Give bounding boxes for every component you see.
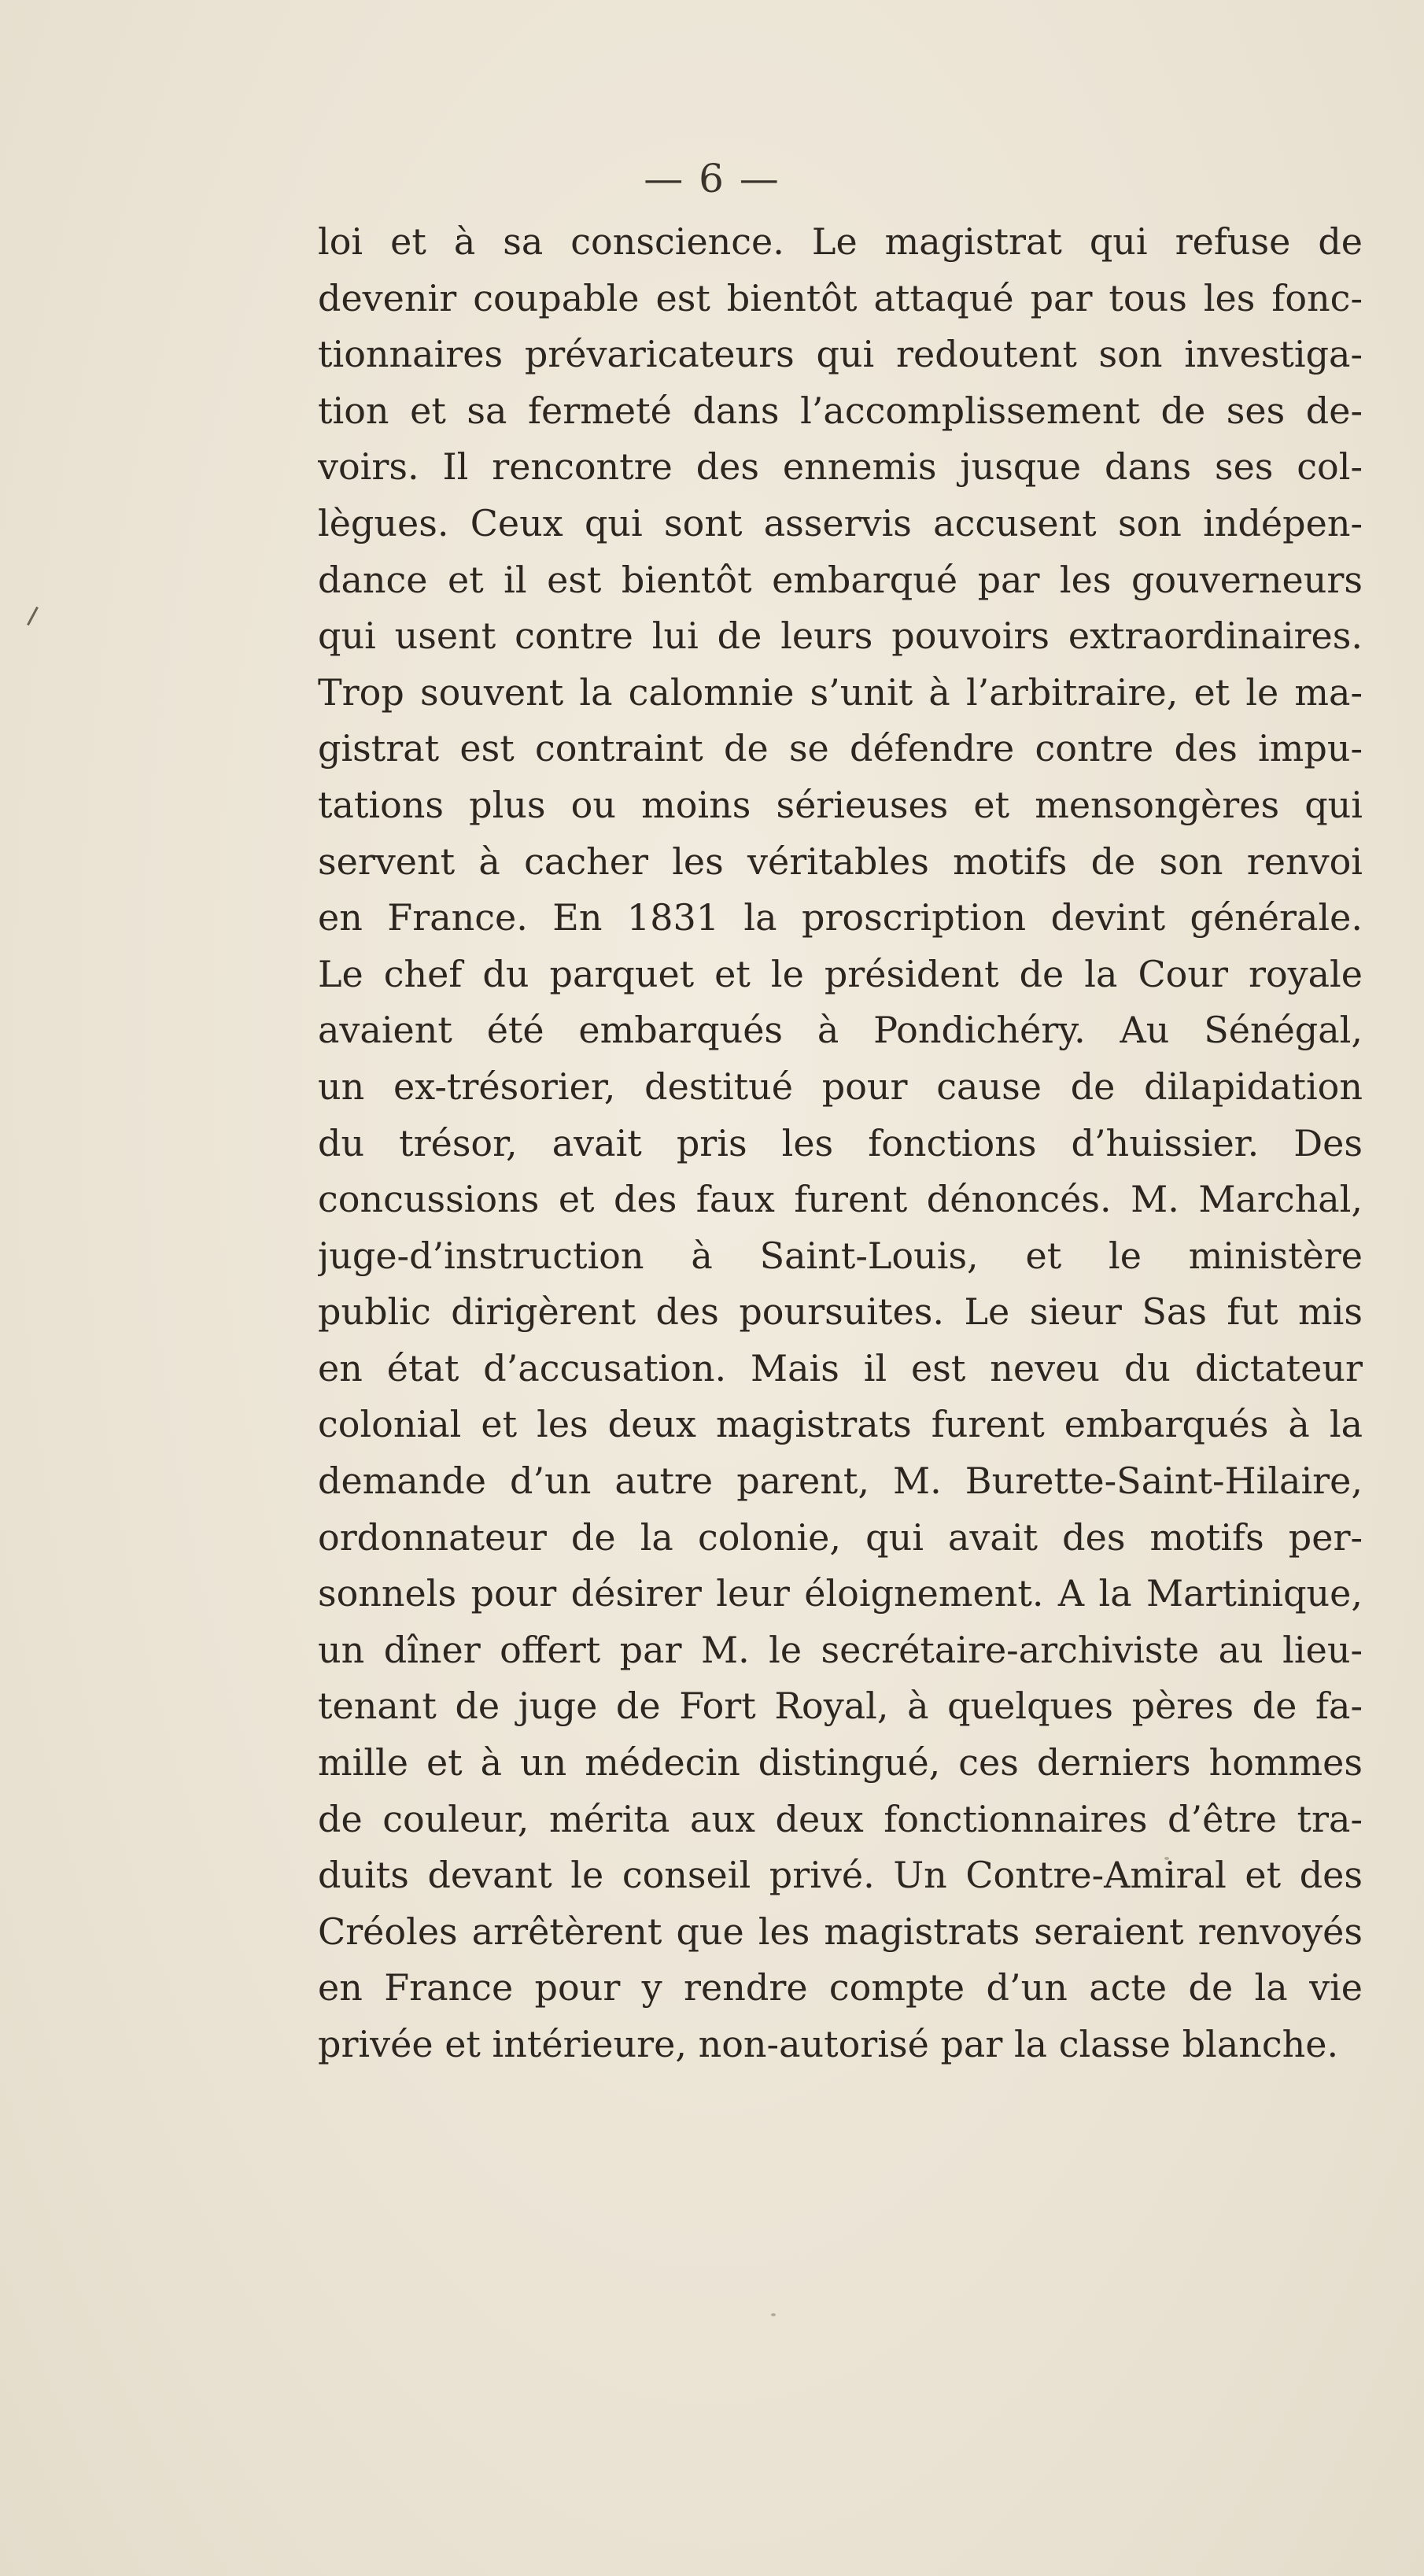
text-line: tenant de juge de Fort Royal, à quelques pères de fa- (318, 1685, 1363, 1728)
text-line: voirs. Il rencontre des ennemis jusque dans ses col- (318, 445, 1363, 489)
text-line: Créoles arrêtèrent que les magistrats seraient renvoyés (318, 1910, 1363, 1953)
text-line: de couleur, mérita aux deux fonctionnaires d’être tra- (318, 1797, 1363, 1840)
text-line: en France pour y rendre compte d’un acte de la vie (318, 1966, 1363, 2010)
text-line: tion et sa fermeté dans l’accomplissement de ses de- (318, 389, 1363, 432)
page-number: — 6 — (644, 156, 780, 201)
text-line: qui usent contre lui de leurs pouvoirs extraordinaires. (318, 614, 1363, 658)
text-line: en état d’accusation. Mais il est neveu du dictateur (318, 1346, 1363, 1389)
body-text (318, 214, 1363, 2073)
stray-ink-mark (27, 607, 39, 626)
text-line: servent à cacher les véritables motifs de son renvoi (318, 840, 1363, 883)
text-line: gistrat est contraint de se défendre contre des impu- (318, 727, 1363, 770)
text-line: concussions et des faux furent dénoncés. M. Marchal, (318, 1178, 1363, 1221)
text-line: avaient été embarqués à Pondichéry. Au Sénégal, (318, 1009, 1363, 1052)
text-line: dance et il est bientôt embarqué par les gouverneurs (318, 558, 1363, 601)
text-line: lègues. Ceux qui sont asservis accusent son indépen- (318, 501, 1363, 544)
text-line: en France. En 1831 la proscription devint générale. (318, 896, 1363, 939)
text-line: Le chef du parquet et le président de la Cour royale (318, 952, 1363, 995)
text-line: devenir coupable est bientôt attaqué par tous les fonc- (318, 276, 1363, 319)
text-line: public dirigèrent des poursuites. Le sieur Sas fut mis (318, 1290, 1363, 1334)
text-line: du trésor, avait pris les fonctions d’huissier. Des (318, 1121, 1363, 1164)
text-line: un ex-trésorier, destitué pour cause de dilapidation (318, 1065, 1363, 1108)
text-line: Trop souvent la calomnie s’unit à l’arbitraire, et le ma- (318, 670, 1363, 714)
text-line: sonnels pour désirer leur éloignement. A la Martinique, (318, 1572, 1363, 1615)
text-line: loi et à sa conscience. Le magistrat qui refuse de (318, 220, 1363, 263)
text-line: demande d’un autre parent, M. Burette-Saint-Hilaire, (318, 1460, 1363, 1503)
text-line: ordonnateur de la colonie, qui avait des motifs per- (318, 1515, 1363, 1559)
paper-speck (771, 2313, 776, 2316)
text-line: colonial et les deux magistrats furent embarqués à la (318, 1403, 1363, 1446)
text-line: duits devant le conseil privé. Un Contre-Amiral et des (318, 1854, 1363, 1897)
text-line: juge-d’instruction à Saint-Louis, et le ministère (318, 1234, 1363, 1277)
text-line: privée et intérieure, non-autorisé par la classe blanche. (318, 2023, 1339, 2065)
text-line: tations plus ou moins sérieuses et mensongères qui (318, 783, 1363, 826)
text-line: mille et à un médecin distingué, ces derniers hommes (318, 1741, 1363, 1784)
text-line: tionnaires prévaricateurs qui redoutent son investiga- (318, 333, 1363, 376)
text-line: un dîner offert par M. le secrétaire-archiviste au lieu- (318, 1628, 1363, 1671)
